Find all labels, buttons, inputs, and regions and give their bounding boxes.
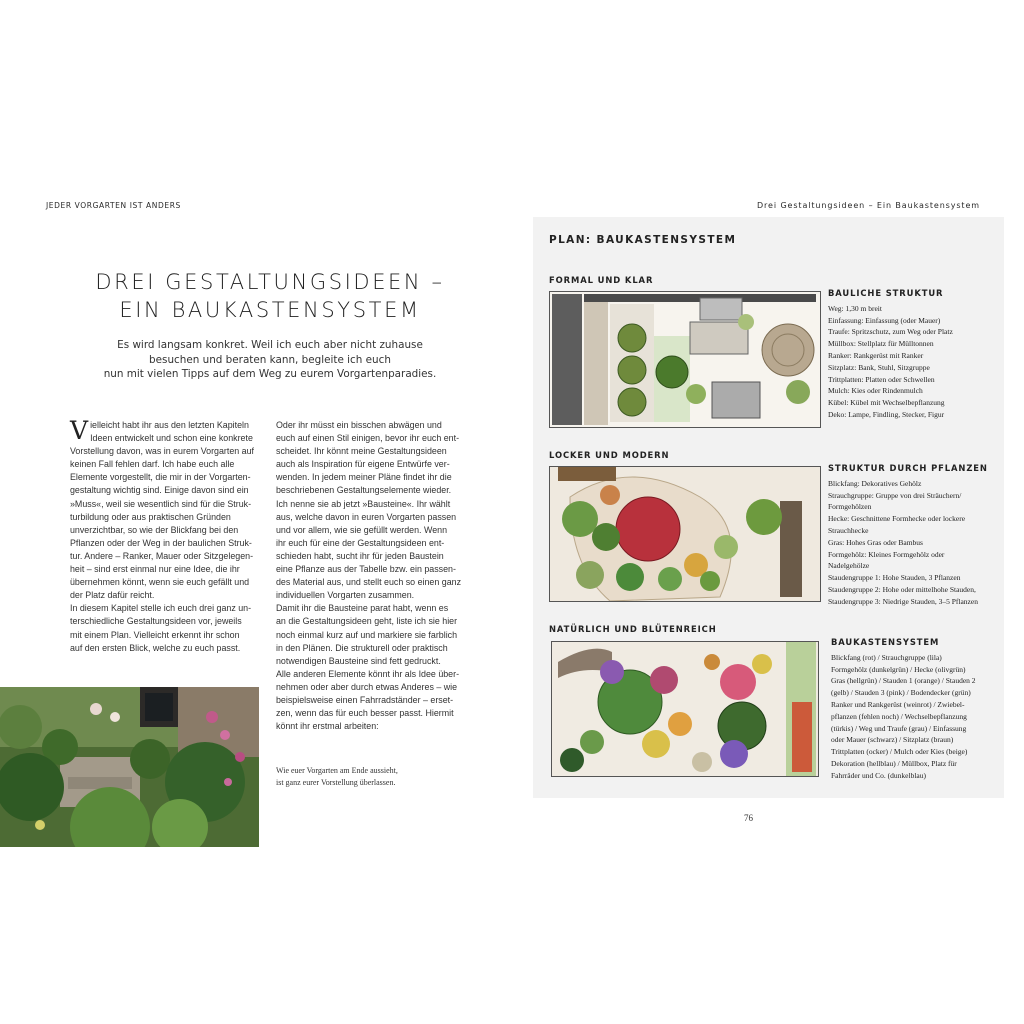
legend-line: Trittplatten (ocker) / Mulch oder Kies (beige): [831, 747, 968, 757]
body-text-line: in den Plänen. Die strukturell oder praktisch: [276, 642, 448, 653]
legend-struktur-durch-pflanzen: [828, 463, 988, 608]
legend-line: Trittplatten: Platten oder Schwellen: [828, 374, 935, 384]
running-head-right: Drei Gestaltungsideen – Ein Baukastensystem: [756, 201, 980, 210]
plan-formal-und-klar: [549, 291, 821, 428]
page-number: 76: [744, 813, 753, 823]
legend-line: Staudengruppe 2: Hohe oder mittelhohe Stauden,: [828, 584, 976, 594]
body-text-line: übernehmen könnt, wenn sie euch gefällt und: [70, 577, 250, 588]
intro-line: nun mit vielen Tipps auf dem Weg zu eurem Vorgartenparadies.: [103, 368, 437, 380]
legend-line: Weg: 1,30 m breit: [828, 303, 882, 313]
legend-line: Müllbox: Stellplatz für Mülltonnen: [828, 339, 934, 349]
body-text-line: Vorstellung davon, was in eurem Vorgarten auf: [70, 446, 255, 457]
legend-line: Blickfang: Dekoratives Gehölz: [828, 478, 922, 488]
body-text-line: heit – sind erst einmal nur eine Idee, die ihr: [70, 564, 240, 575]
body-text-line: Pflanzen oder der Weg in der baulichen Struk-: [70, 537, 252, 548]
legend-line: Strauchgruppe: Gruppe von drei Sträuchern/: [828, 490, 962, 500]
body-text-line: gestaltung wichtig sind. Einige davon sind ein: [70, 485, 249, 496]
body-text-line: an die Gestaltungsideen geht, liste ich sie hier: [276, 616, 458, 627]
legend-line: Formgehölz (dunkelgrün) / Hecke (olivgrün): [831, 664, 966, 674]
running-head-left: JEDER VORGARTEN IST ANDERS: [46, 201, 181, 210]
body-text-line: keinen Fall fehlen darf. Ich habe euch alle: [70, 459, 235, 470]
body-text-line: beispielsweise einen Fahrradständer – erset-: [276, 694, 454, 705]
body-text-line: aus, welche davon in euren Vorgarten passen: [276, 511, 457, 522]
body-text-line: ihr euch für eine der Gestaltungsideen ent-: [276, 537, 445, 548]
body-text-line: nehmen oder aber durch etwas Anderes – wie: [276, 681, 458, 692]
legend-line: Formgehölzen: [828, 502, 872, 512]
legend-line: (gelb) / Stauden 3 (pink) / Bodendecker (grün): [831, 688, 971, 698]
body-text-line: eine Pflanze aus der Tabelle bzw. ein passen-: [276, 564, 456, 575]
body-text-line: individuellen Vorgarten zusammen.: [276, 590, 415, 601]
chapter-title-line: DREI GESTALTUNGSIDEEN –: [95, 270, 445, 294]
legend-bauliche-struktur: [828, 288, 953, 421]
body-text-line: turbildung oder aus praktischen Gründen: [70, 511, 231, 522]
legend-baukastensystem: [831, 637, 976, 782]
legend-line: Mulch: Kies oder Rindenmulch: [828, 386, 923, 396]
legend-line: Staudengruppe 3: Niedrige Stauden, 3–5 Pflanzen: [828, 596, 978, 606]
body-text-line: tur. Andere – Ranker, Mauer oder Sitzgelegen-: [70, 550, 254, 561]
body-text-line: Ideen entwickelt und schon eine konkrete: [90, 433, 253, 444]
legend-line: Nadelgehölze: [828, 561, 870, 571]
body-text-line: noch einmal kurz auf und markiere sie farblich: [276, 629, 458, 640]
body-text-line: schieden habt, sucht ihr für jeden Baustein: [276, 550, 444, 561]
legend-line: Blickfang (rot) / Strauchgruppe (lila): [831, 652, 942, 662]
legend-line: Strauchhecke: [828, 525, 869, 535]
plan-section-title: NATÜRLICH UND BLÜTENREICH: [549, 624, 717, 634]
body-text-line: »Muss«, weil sie wesentlich sind für die Struk-: [70, 498, 252, 509]
body-text-line: euch auf einen Stil einigen, bevor ihr euch ent-: [276, 433, 460, 444]
body-text-line: Alle anderen Elemente könnt ihr als Idee über-: [276, 668, 460, 679]
body-text-line: beschriebenen Gestaltungselemente wieder.: [276, 485, 452, 496]
caption-line: Wie euer Vorgarten am Ende aussieht,: [276, 766, 398, 775]
legend-line: Ranker: Rankgerüst mit Ranker: [828, 350, 924, 360]
plan-formal-drawing: [550, 292, 820, 427]
legend-line: Traufe: Spritzschutz, zum Weg oder Platz: [828, 327, 953, 337]
body-text-line: scheidet. Ihr könnt meine Gestaltungsideen: [276, 446, 447, 457]
legend-line: Gras: Hohes Gras oder Bambus: [828, 537, 923, 547]
drop-cap: V: [70, 416, 89, 445]
legend-line: Kübel: Kübel mit Wechselbepflanzung: [828, 398, 945, 408]
panel-title: PLAN: BAUKASTENSYSTEM: [549, 234, 737, 246]
legend-line: oder Mauer (schwarz) / Sitzplatz (braun): [831, 735, 954, 745]
body-text-line: auf den ersten Blick, welche zu euch passt.: [70, 642, 241, 653]
body-text-line: auch als Inspiration für eigene Entwürfe ver-: [276, 459, 450, 470]
plan-panel: [533, 217, 1004, 798]
body-text-line: ielleicht habt ihr aus den letzten Kapiteln: [90, 420, 249, 430]
legend-line: Formgehölz: Kleines Formgehölz oder: [828, 549, 945, 559]
legend-title: BAUKASTENSYSTEM: [831, 637, 940, 647]
body-text-line: unverzichtbar, so wie der Blickfang bei den: [70, 524, 239, 535]
garden-photo-illustration: [0, 687, 259, 847]
legend-line: (türkis) / Weg und Traufe (grau) / Einfassung: [831, 723, 967, 733]
legend-line: Ranker und Rankgerüst (weinrot) / Zwiebel-: [831, 699, 965, 709]
body-text-line: Damit ihr die Bausteine parat habt, wenn es: [276, 603, 449, 614]
body-text-line: des Material aus, und stellt euch so einen ganz: [276, 577, 462, 588]
legend-title: STRUKTUR DURCH PFLANZEN: [828, 463, 988, 473]
legend-line: Gras (hellgrün) / Stauden 1 (orange) / Stauden 2: [831, 676, 976, 686]
body-text-line: mit einem Plan. Vielleicht erkennt ihr schon: [70, 629, 240, 640]
chapter-title-line: EIN BAUKASTENSYSTEM: [119, 298, 421, 322]
body-text-line: und vor allem, wie sie gefüllt werden. Wenn: [276, 524, 448, 535]
intro-line: besuchen und beraten kann, begleite ich euch: [149, 353, 391, 366]
body-column-2: [276, 419, 466, 733]
chapter-title: [60, 268, 480, 324]
body-text-line: der Platz dafür reicht.: [70, 590, 155, 601]
caption-line: ist ganz eurer Vorstellung überlassen.: [276, 777, 396, 787]
plan-section-title: LOCKER UND MODERN: [549, 450, 670, 460]
plan-locker-drawing: [550, 467, 820, 601]
plan-section-title: FORMAL UND KLAR: [549, 275, 654, 285]
body-text-line: terschiedliche Gestaltungsideen vor, jeweils: [70, 616, 242, 627]
body-text-line: könnt ihr erstmal arbeiten:: [276, 721, 379, 732]
legend-line: Sitzplatz: Bank, Stuhl, Sitzgruppe: [828, 362, 930, 372]
intro-line: Es wird langsam konkret. Weil ich euch aber nicht zuhause: [117, 339, 423, 351]
body-text-line: wenden. In jedem meiner Pläne findet ihr die: [276, 472, 452, 483]
body-text-line: zen, wenn das für euch besser passt. Hiermit: [276, 708, 454, 719]
legend-line: Staudengruppe 1: Hohe Stauden, 3 Pflanzen: [828, 573, 961, 583]
body-text-line: Oder ihr müsst ein bisschen abwägen und: [276, 420, 442, 430]
legend-line: Einfassung: Einfassung (oder Mauer): [828, 315, 941, 325]
legend-line: Hecke: Geschnittene Formhecke oder lockere: [828, 514, 966, 524]
legend-line: Deko: Lampe, Findling, Stecker, Figur: [828, 409, 945, 419]
plan-natuerlich-drawing: [552, 642, 818, 776]
plan-locker-und-modern: [549, 466, 821, 602]
photo-caption: [276, 765, 398, 788]
body-text-line: Ich nenne sie ab jetzt »Bausteine«. Ihr wählt: [276, 498, 451, 509]
body-text-line: Elemente vorgestellt, die mir in der Vorgarten-: [70, 472, 251, 483]
legend-line: Dekoration (hellblau) / Müllbox, Platz für: [831, 758, 957, 768]
garden-photo: [0, 687, 259, 847]
legend-line: pflanzen (fehlen noch) / Wechselbepflanzung: [831, 711, 967, 721]
body-text-line: In diesem Kapitel stelle ich euch drei ganz un-: [70, 603, 252, 614]
body-text-line: notwendigen Bausteine sind fett gedruckt.: [276, 655, 441, 666]
chapter-intro: [60, 338, 480, 382]
legend-title: BAULICHE STRUKTUR: [828, 288, 944, 298]
body-column-1: [70, 416, 260, 655]
legend-line: Fahrräder und Co. (dunkelblau): [831, 770, 926, 780]
plan-natuerlich-und-bluetenreich: [551, 641, 819, 777]
